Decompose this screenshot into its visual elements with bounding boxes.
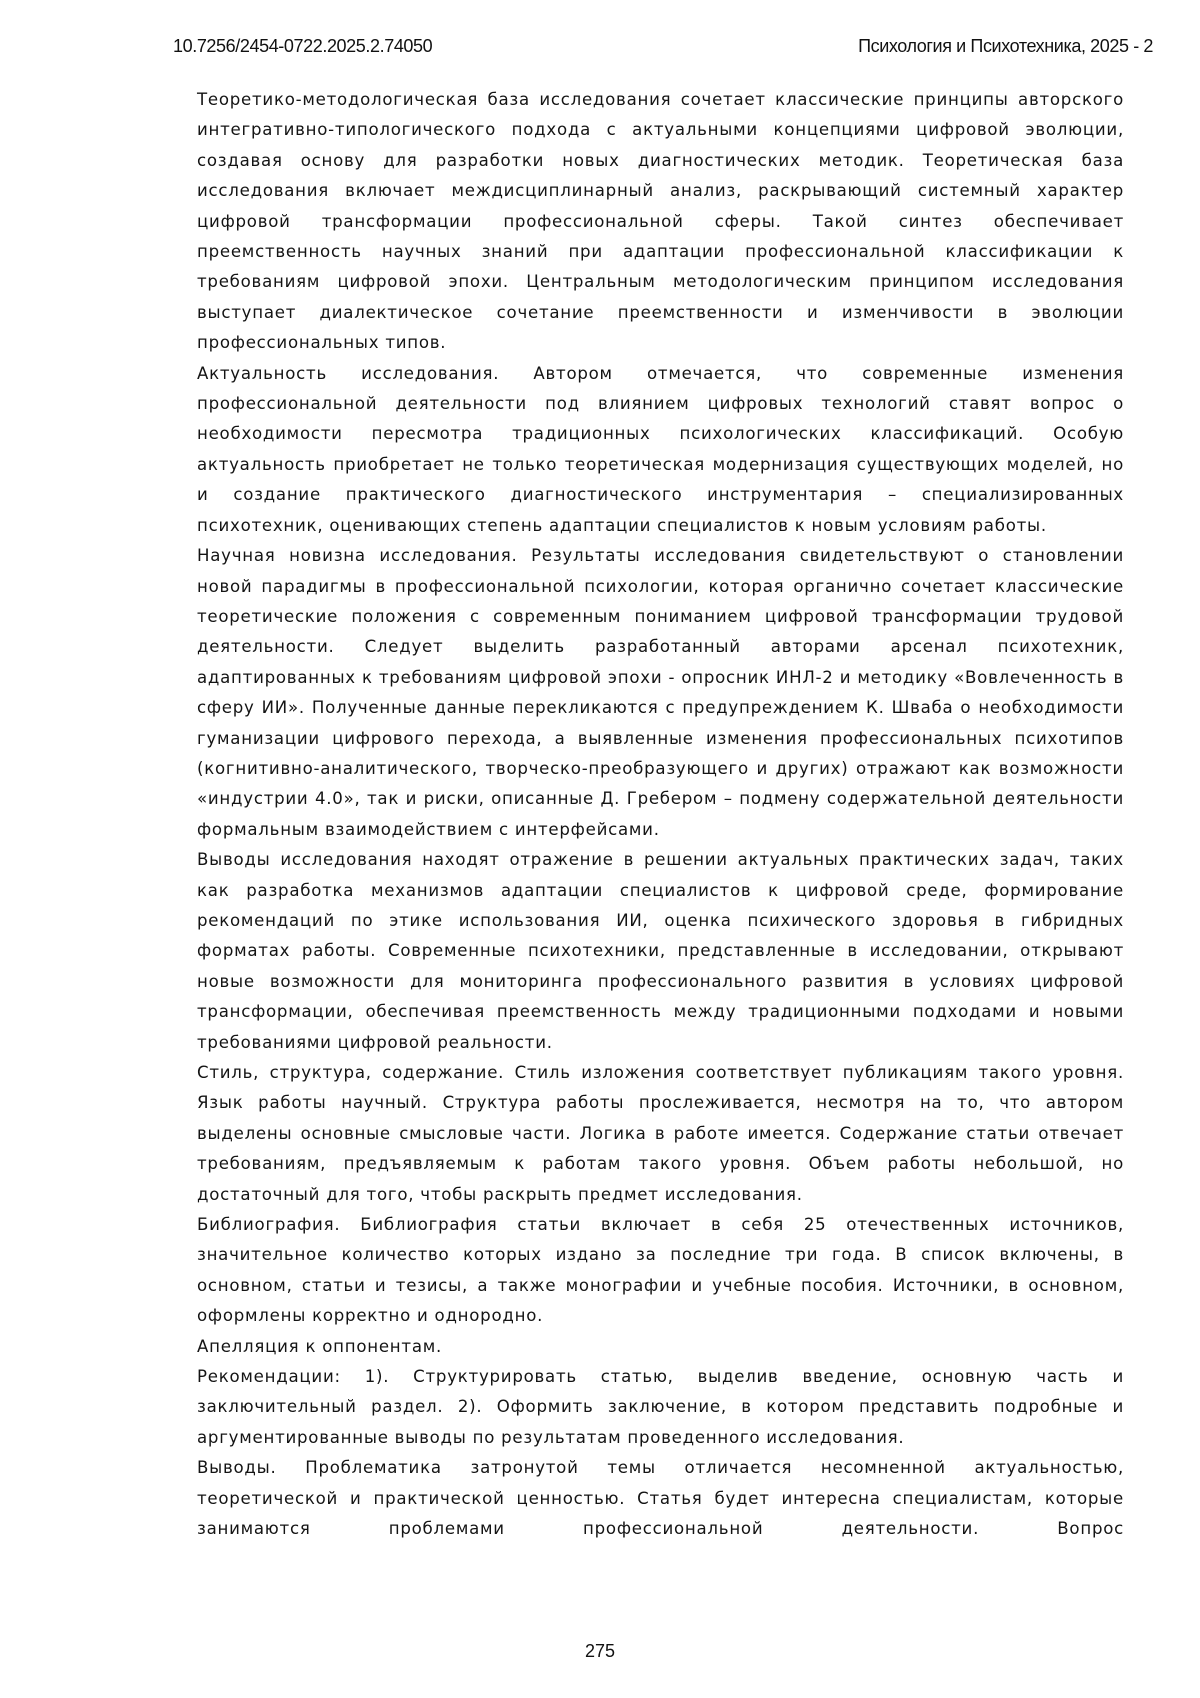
- paragraph-conclusions-practice: Выводы исследования находят отражение в решении актуальных практических задач, таких как разработка механизмов адаптации специалистов к цифровой среде, формирование рекомендаций по этике использования ИИ, оценка психического здоровья в гибридных форматах работы. Современные психотехники, представленные в исследовании, открывают новые возможности для мониторинга профессионального развития в условиях цифровой трансформации, обеспечивая преемственность между традиционными подходами и новыми требованиями цифровой реальности.: [197, 850, 1124, 1052]
- article-body: [197, 85, 1124, 1545]
- paragraph-appeal: Апелляция к оппонентам.: [197, 1336, 443, 1356]
- paragraph-novelty: Научная новизна исследования. Результаты исследования свидетельствуют о становлении новой парадигмы в профессиональной психологии, которая органично сочетает классические теоретические положения с современным пониманием цифровой трансформации трудовой деятельности. Следует выделить разработанный авторами арсенал психотехник, адаптированных к требованиям цифровой эпохи - опросник ИНЛ-2 и методику «Вовлеченность в сферу ИИ». Полученные данные перекликаются с предупреждением К. Шваба о необходимости гуманизации цифрового перехода, а выявленные изменения профессиональных психотипов (когнитивно-аналитического, творческо-преобразующего и других) отражают как возможности «индустрии 4.0», так и риски, описанные Д. Гребером – подмену содержательной деятельности формальным взаимодействием с интерфейсами.: [197, 546, 1124, 839]
- paragraph-style-structure: Стиль, структура, содержание. Стиль изложения соответствует публикациям такого уровня. Язык работы научный. Структура работы прослеживается, несмотря на то, что автором выделены основные смысловые части. Логика в работе имеется. Содержание статьи отвечает требованиям, предъявляемым к работам такого уровня. Объем работы небольшой, но достаточный для того, чтобы раскрыть предмет исследования.: [197, 1063, 1124, 1204]
- paragraph-relevance: Актуальность исследования. Автором отмечается, что современные изменения профессиональной деятельности под влиянием цифровых технологий ставят вопрос о необходимости пересмотра традиционных психологических классификаций. Особую актуальность приобретает не только теоретическая модернизация существующих моделей, но и создание практического диагностического инструментария – специализированных психотехник, оценивающих степень адаптации специалистов к новым условиям работы.: [197, 363, 1124, 535]
- journal-title: Психология и Психотехника, 2025 - 2: [858, 36, 1153, 56]
- doi-label: 10.7256/2454-0722.2025.2.74050: [173, 36, 433, 56]
- paragraph-final-conclusions: Выводы. Проблематика затронутой темы отличается несомненной актуальностью, теоретической и практической ценностью. Статья будет интересна специалистам, которые занимаются проблемами профессиональной деятельности. Вопрос: [197, 1458, 1124, 1539]
- paragraph-methodology: Теоретико-методологическая база исследования сочетает классические принципы авторского интегративно-типологического подхода с актуальными концепциями цифровой эволюции, создавая основу для разработки новых диагностических методик. Теоретическая база исследования включает междисциплинарный анализ, раскрывающий системный характер цифровой трансформации профессиональной сферы. Такой синтез обеспечивает преемственность научных знаний при адаптации профессиональной классификации к требованиям цифровой эпохи. Центральным методологическим принципом исследования выступает диалектическое сочетание преемственности и изменчивости в эволюции профессиональных типов.: [197, 90, 1124, 353]
- paragraph-bibliography: Библиография. Библиография статьи включает в себя 25 отечественных источников, значительное количество которых издано за последние три года. В список включены, в основном, статьи и тезисы, а также монографии и учебные пособия. Источники, в основном, оформлены корректно и однородно.: [197, 1215, 1124, 1326]
- paragraph-recommendations: Рекомендации: 1). Структурировать статью, выделив введение, основную часть и заключительный раздел. 2). Оформить заключение, в котором представить подробные и аргументированные выводы по результатам проведенного исследования.: [197, 1367, 1124, 1447]
- running-header: [173, 36, 1153, 62]
- page-number: 275: [584, 1641, 616, 1661]
